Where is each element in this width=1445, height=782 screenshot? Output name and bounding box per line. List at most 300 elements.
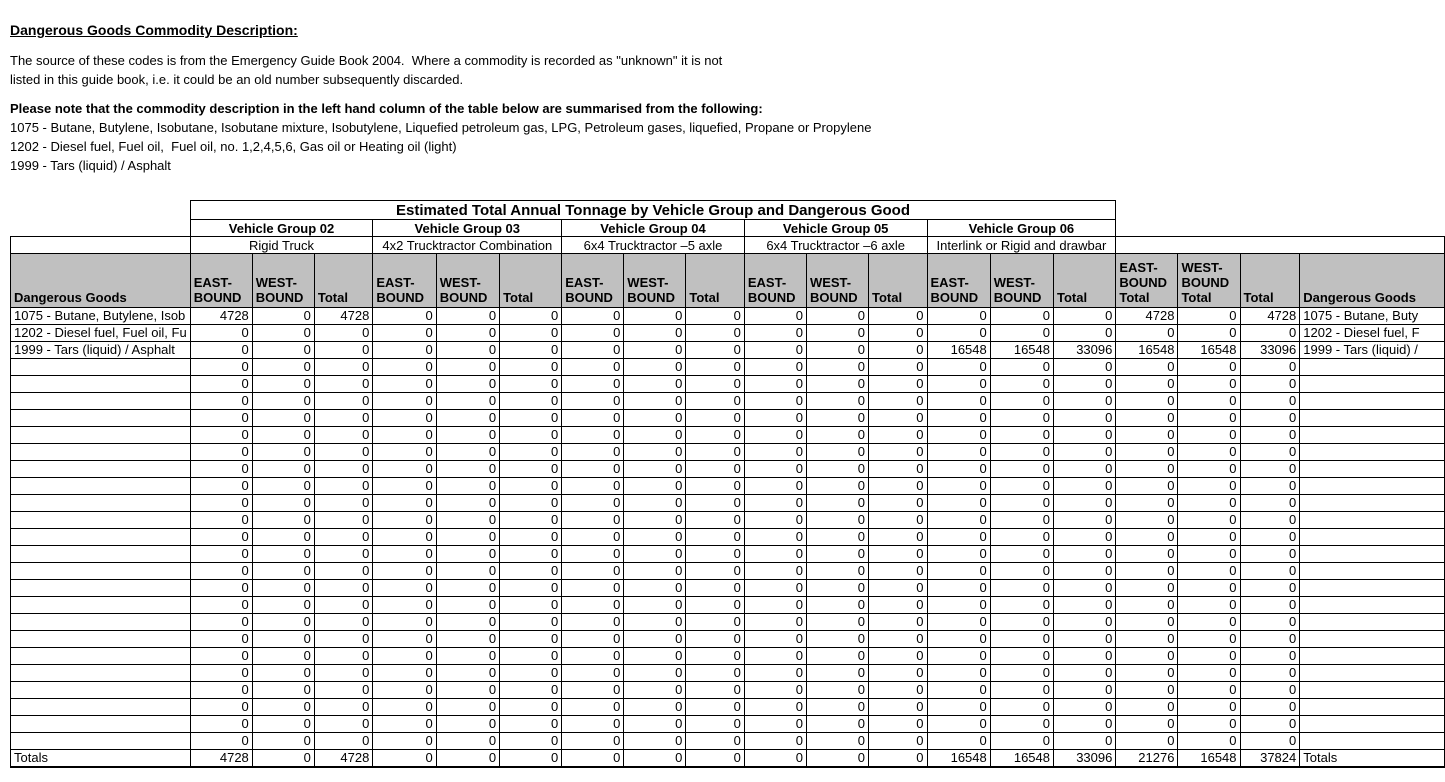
table-row [11, 597, 1445, 614]
total-value-cell: 0 [1178, 325, 1240, 342]
value-cell: 0 [314, 461, 372, 478]
value-cell: 0 [314, 478, 372, 495]
value-cell: 0 [1054, 359, 1116, 376]
value-cell: 0 [190, 614, 252, 631]
value-cell: 0 [252, 461, 314, 478]
value-cell: 0 [562, 376, 624, 393]
value-cell: 0 [686, 597, 744, 614]
value-cell: 0 [806, 563, 868, 580]
total-value-cell: 0 [1240, 410, 1300, 427]
row-label-right [1300, 733, 1445, 750]
spacer-cell [1116, 237, 1445, 254]
commodity-code-1202: 1202 - Diesel fuel, Fuel oil, Fuel oil, no. 1,2,4,5,6, Gas oil or Heating oil (light) [10, 139, 457, 154]
value-cell: 0 [314, 393, 372, 410]
row-label-left [11, 716, 191, 733]
value-cell: 0 [252, 665, 314, 682]
value-cell: 0 [252, 325, 314, 342]
column-header-eastbound-total: EAST-BOUND Total [1116, 254, 1178, 308]
value-cell: 0 [314, 512, 372, 529]
value-cell: 0 [869, 461, 927, 478]
value-cell: 0 [869, 699, 927, 716]
column-header-total: Total [1054, 254, 1116, 308]
column-header-eastbound: EAST-BOUND [562, 254, 624, 308]
value-cell: 0 [190, 648, 252, 665]
value-cell: 0 [869, 563, 927, 580]
value-cell: 0 [1054, 733, 1116, 750]
value-cell: 0 [869, 495, 927, 512]
value-cell: 0 [500, 410, 562, 427]
table-row [11, 410, 1445, 427]
value-cell: 0 [314, 529, 372, 546]
column-header-westbound: WEST-BOUND [252, 254, 314, 308]
value-cell: 0 [869, 733, 927, 750]
value-cell: 0 [744, 308, 806, 325]
row-label-left [11, 546, 191, 563]
value-cell: 0 [744, 444, 806, 461]
value-cell: 0 [190, 529, 252, 546]
value-cell: 0 [190, 495, 252, 512]
totals-value-cell: 0 [869, 750, 927, 768]
value-cell: 0 [252, 716, 314, 733]
total-value-cell: 0 [1240, 597, 1300, 614]
value-cell: 0 [190, 597, 252, 614]
value-cell: 0 [562, 614, 624, 631]
column-header-total: Total [314, 254, 372, 308]
value-cell: 0 [252, 580, 314, 597]
intro-section [0, 0, 1445, 175]
value-cell: 0 [624, 648, 686, 665]
value-cell: 0 [562, 427, 624, 444]
value-cell: 0 [562, 648, 624, 665]
value-cell: 0 [686, 461, 744, 478]
totals-value-cell: 0 [252, 750, 314, 768]
column-header-total: Total [686, 254, 744, 308]
value-cell: 0 [190, 461, 252, 478]
value-cell: 0 [744, 699, 806, 716]
value-cell: 0 [1054, 529, 1116, 546]
value-cell: 0 [744, 682, 806, 699]
value-cell: 0 [686, 682, 744, 699]
value-cell: 0 [252, 393, 314, 410]
commodity-code-1999: 1999 - Tars (liquid) / Asphalt [10, 158, 171, 173]
value-cell: 0 [869, 682, 927, 699]
row-label-right [1300, 631, 1445, 648]
total-value-cell: 0 [1116, 325, 1178, 342]
commodity-code-1075: 1075 - Butane, Butylene, Isobutane, Isobutane mixture, Isobutylene, Liquefied petroleum gas, LPG, Petroleum gases, liquefied, Propane or Propylene [10, 120, 872, 135]
value-cell: 0 [806, 444, 868, 461]
intro-paragraph-line-2: listed in this guide book, i.e. it could be an old number subsequently discarded. [10, 72, 464, 87]
value-cell: 0 [314, 699, 372, 716]
row-label-left [11, 614, 191, 631]
value-cell: 0 [562, 563, 624, 580]
total-value-cell: 0 [1178, 427, 1240, 444]
value-cell: 0 [744, 563, 806, 580]
value-cell: 0 [436, 563, 499, 580]
total-value-cell: 0 [1240, 427, 1300, 444]
value-cell: 0 [190, 716, 252, 733]
table-row [11, 495, 1445, 512]
table-row [11, 546, 1445, 563]
value-cell: 0 [314, 716, 372, 733]
value-cell: 0 [436, 342, 499, 359]
total-value-cell: 0 [1116, 563, 1178, 580]
value-cell: 0 [927, 325, 990, 342]
value-cell: 0 [314, 427, 372, 444]
value-cell: 0 [927, 682, 990, 699]
value-cell: 0 [686, 716, 744, 733]
value-cell: 0 [190, 478, 252, 495]
row-label-left [11, 631, 191, 648]
value-cell: 0 [686, 614, 744, 631]
total-value-cell: 16548 [1178, 342, 1240, 359]
value-cell: 0 [190, 665, 252, 682]
value-cell: 0 [744, 529, 806, 546]
table-row [11, 614, 1445, 631]
value-cell: 0 [1054, 461, 1116, 478]
value-cell: 0 [190, 427, 252, 444]
total-value-cell: 0 [1240, 512, 1300, 529]
value-cell: 0 [1054, 563, 1116, 580]
column-header-westbound: WEST-BOUND [806, 254, 868, 308]
spacer-cell [1116, 220, 1445, 237]
value-cell: 0 [562, 631, 624, 648]
value-cell: 0 [990, 597, 1053, 614]
value-cell: 0 [500, 359, 562, 376]
total-value-cell: 0 [1116, 699, 1178, 716]
value-cell: 0 [744, 597, 806, 614]
value-cell: 0 [624, 546, 686, 563]
column-header-eastbound: EAST-BOUND [927, 254, 990, 308]
row-label-right [1300, 393, 1445, 410]
value-cell: 0 [686, 376, 744, 393]
value-cell: 0 [190, 580, 252, 597]
total-value-cell: 0 [1240, 614, 1300, 631]
value-cell: 0 [1054, 376, 1116, 393]
value-cell: 0 [927, 699, 990, 716]
row-label-left [11, 427, 191, 444]
value-cell: 0 [744, 325, 806, 342]
value-cell: 0 [373, 342, 436, 359]
totals-label-right: Totals [1300, 750, 1445, 768]
value-cell: 0 [990, 546, 1053, 563]
value-cell: 0 [190, 631, 252, 648]
value-cell: 0 [990, 716, 1053, 733]
value-cell: 0 [927, 427, 990, 444]
value-cell: 0 [806, 495, 868, 512]
total-value-cell: 0 [1240, 529, 1300, 546]
row-label-right [1300, 597, 1445, 614]
value-cell: 0 [624, 512, 686, 529]
table-row [11, 359, 1445, 376]
value-cell: 0 [869, 580, 927, 597]
column-header-dangerous-goods-left: Dangerous Goods [11, 254, 191, 308]
value-cell: 0 [562, 512, 624, 529]
value-cell: 0 [252, 699, 314, 716]
column-header-eastbound: EAST-BOUND [744, 254, 806, 308]
total-value-cell: 0 [1116, 716, 1178, 733]
total-value-cell: 0 [1240, 325, 1300, 342]
value-cell: 0 [562, 597, 624, 614]
row-label-right [1300, 529, 1445, 546]
value-cell: 0 [990, 563, 1053, 580]
value-cell: 0 [869, 393, 927, 410]
value-cell: 0 [373, 512, 436, 529]
value-cell: 0 [806, 614, 868, 631]
value-cell: 0 [190, 376, 252, 393]
column-header-total: Total [869, 254, 927, 308]
value-cell: 0 [373, 597, 436, 614]
row-label-left [11, 410, 191, 427]
value-cell: 0 [436, 699, 499, 716]
table-row [11, 580, 1445, 597]
value-cell: 0 [927, 648, 990, 665]
total-value-cell: 0 [1178, 410, 1240, 427]
value-cell: 0 [990, 461, 1053, 478]
value-cell: 0 [373, 325, 436, 342]
value-cell: 0 [373, 614, 436, 631]
value-cell: 0 [373, 699, 436, 716]
value-cell: 0 [436, 512, 499, 529]
total-value-cell: 0 [1178, 444, 1240, 461]
value-cell: 0 [190, 342, 252, 359]
value-cell: 0 [927, 597, 990, 614]
value-cell: 0 [252, 427, 314, 444]
value-cell: 0 [624, 699, 686, 716]
value-cell: 0 [500, 546, 562, 563]
row-label-left [11, 648, 191, 665]
vehicle-group-04-description: 6x4 Trucktractor –5 axle [562, 237, 745, 254]
table-row [11, 716, 1445, 733]
totals-label-left: Totals [11, 750, 191, 768]
value-cell: 0 [500, 427, 562, 444]
value-cell: 0 [373, 410, 436, 427]
totals-value-cell: 0 [744, 750, 806, 768]
row-label-right [1300, 495, 1445, 512]
value-cell: 0 [373, 427, 436, 444]
total-value-cell: 0 [1178, 308, 1240, 325]
total-value-cell: 0 [1240, 461, 1300, 478]
row-label-right [1300, 665, 1445, 682]
total-value-cell: 0 [1116, 614, 1178, 631]
value-cell: 0 [686, 665, 744, 682]
value-cell: 0 [373, 733, 436, 750]
value-cell: 0 [869, 325, 927, 342]
value-cell: 0 [990, 665, 1053, 682]
value-cell: 0 [927, 393, 990, 410]
value-cell: 0 [624, 325, 686, 342]
value-cell: 0 [190, 410, 252, 427]
total-value-cell: 0 [1116, 512, 1178, 529]
value-cell: 0 [373, 308, 436, 325]
value-cell: 0 [190, 393, 252, 410]
value-cell: 0 [436, 410, 499, 427]
value-cell: 0 [806, 733, 868, 750]
value-cell: 0 [624, 444, 686, 461]
value-cell: 0 [436, 614, 499, 631]
value-cell: 0 [314, 665, 372, 682]
value-cell: 0 [436, 359, 499, 376]
vehicle-group-06-description: Interlink or Rigid and drawbar [927, 237, 1116, 254]
column-header-eastbound: EAST-BOUND [190, 254, 252, 308]
value-cell: 0 [806, 308, 868, 325]
value-cell: 0 [562, 444, 624, 461]
value-cell: 0 [869, 597, 927, 614]
total-value-cell: 0 [1178, 665, 1240, 682]
value-cell: 0 [990, 376, 1053, 393]
value-cell: 0 [1054, 716, 1116, 733]
value-cell: 0 [190, 733, 252, 750]
table-row [11, 342, 1445, 359]
value-cell: 0 [806, 716, 868, 733]
total-value-cell: 4728 [1116, 308, 1178, 325]
table-row [11, 325, 1445, 342]
value-cell: 0 [500, 478, 562, 495]
value-cell: 0 [744, 648, 806, 665]
grand-total-cell: 21276 [1116, 750, 1178, 768]
value-cell: 0 [806, 546, 868, 563]
totals-value-cell: 0 [806, 750, 868, 768]
total-value-cell: 0 [1240, 648, 1300, 665]
value-cell: 0 [686, 529, 744, 546]
value-cell: 0 [869, 410, 927, 427]
value-cell: 0 [562, 308, 624, 325]
totals-value-cell: 16548 [990, 750, 1053, 768]
value-cell: 0 [252, 478, 314, 495]
vehicle-group-04-header: Vehicle Group 04 [562, 220, 745, 237]
row-label-left [11, 444, 191, 461]
row-label-right [1300, 648, 1445, 665]
column-header-westbound-total: WEST-BOUND Total [1178, 254, 1240, 308]
value-cell: 0 [744, 427, 806, 444]
table-row [11, 444, 1445, 461]
value-cell: 0 [252, 512, 314, 529]
value-cell: 0 [869, 308, 927, 325]
value-cell: 0 [744, 614, 806, 631]
value-cell: 0 [190, 444, 252, 461]
value-cell: 0 [806, 461, 868, 478]
value-cell: 0 [436, 478, 499, 495]
value-cell: 0 [990, 699, 1053, 716]
value-cell: 0 [806, 478, 868, 495]
value-cell: 0 [314, 631, 372, 648]
value-cell: 0 [990, 393, 1053, 410]
value-cell: 0 [373, 716, 436, 733]
value-cell: 0 [990, 359, 1053, 376]
table-row [11, 682, 1445, 699]
value-cell: 4728 [314, 308, 372, 325]
total-value-cell: 0 [1116, 393, 1178, 410]
value-cell: 0 [927, 665, 990, 682]
total-value-cell: 0 [1116, 648, 1178, 665]
value-cell: 0 [252, 376, 314, 393]
row-label-left [11, 529, 191, 546]
value-cell: 0 [990, 495, 1053, 512]
total-value-cell: 4728 [1240, 308, 1300, 325]
value-cell: 0 [314, 325, 372, 342]
spacer-cell [1116, 201, 1445, 220]
value-cell: 0 [252, 342, 314, 359]
vehicle-description-row [11, 237, 1445, 254]
value-cell: 0 [314, 648, 372, 665]
value-cell: 0 [562, 546, 624, 563]
totals-value-cell: 0 [686, 750, 744, 768]
value-cell: 0 [252, 597, 314, 614]
total-value-cell: 0 [1178, 461, 1240, 478]
totals-value-cell: 4728 [314, 750, 372, 768]
value-cell: 0 [1054, 699, 1116, 716]
value-cell: 0 [624, 716, 686, 733]
value-cell: 0 [190, 325, 252, 342]
value-cell: 0 [990, 614, 1053, 631]
value-cell: 0 [252, 614, 314, 631]
column-header-westbound: WEST-BOUND [990, 254, 1053, 308]
table-row [11, 529, 1445, 546]
value-cell: 0 [373, 665, 436, 682]
value-cell: 0 [806, 631, 868, 648]
value-cell: 0 [624, 478, 686, 495]
value-cell: 0 [500, 393, 562, 410]
total-value-cell: 0 [1240, 359, 1300, 376]
table-row [11, 733, 1445, 750]
value-cell: 0 [927, 461, 990, 478]
value-cell: 0 [927, 359, 990, 376]
value-cell: 0 [869, 716, 927, 733]
vehicle-group-02-description: Rigid Truck [190, 237, 373, 254]
value-cell: 0 [686, 512, 744, 529]
value-cell: 0 [436, 597, 499, 614]
value-cell: 0 [806, 682, 868, 699]
value-cell: 0 [990, 444, 1053, 461]
value-cell: 0 [562, 342, 624, 359]
value-cell: 0 [990, 478, 1053, 495]
totals-value-cell: 33096 [1054, 750, 1116, 768]
row-label-right [1300, 444, 1445, 461]
table-row [11, 478, 1445, 495]
value-cell: 0 [1054, 546, 1116, 563]
total-value-cell: 0 [1240, 393, 1300, 410]
vehicle-group-06-header: Vehicle Group 06 [927, 220, 1116, 237]
totals-value-cell: 0 [436, 750, 499, 768]
value-cell: 0 [624, 597, 686, 614]
value-cell: 0 [869, 444, 927, 461]
value-cell: 0 [1054, 614, 1116, 631]
page-title: Dangerous Goods Commodity Description: [10, 22, 298, 38]
value-cell: 0 [927, 308, 990, 325]
value-cell: 0 [562, 682, 624, 699]
totals-row [11, 750, 1445, 768]
value-cell: 0 [436, 529, 499, 546]
value-cell: 0 [624, 733, 686, 750]
total-value-cell: 0 [1178, 563, 1240, 580]
value-cell: 0 [436, 648, 499, 665]
value-cell: 0 [869, 631, 927, 648]
table-title: Estimated Total Annual Tonnage by Vehicle Group and Dangerous Good [190, 201, 1116, 220]
value-cell: 0 [1054, 495, 1116, 512]
value-cell: 0 [686, 359, 744, 376]
value-cell: 0 [624, 682, 686, 699]
value-cell: 0 [869, 359, 927, 376]
value-cell: 0 [686, 733, 744, 750]
value-cell: 0 [744, 495, 806, 512]
value-cell: 0 [252, 631, 314, 648]
table-row [11, 308, 1445, 325]
value-cell: 0 [869, 648, 927, 665]
value-cell: 0 [252, 444, 314, 461]
row-label-right [1300, 682, 1445, 699]
value-cell: 0 [744, 733, 806, 750]
value-cell: 0 [373, 631, 436, 648]
vehicle-group-03-description: 4x2 Trucktractor Combination [373, 237, 562, 254]
